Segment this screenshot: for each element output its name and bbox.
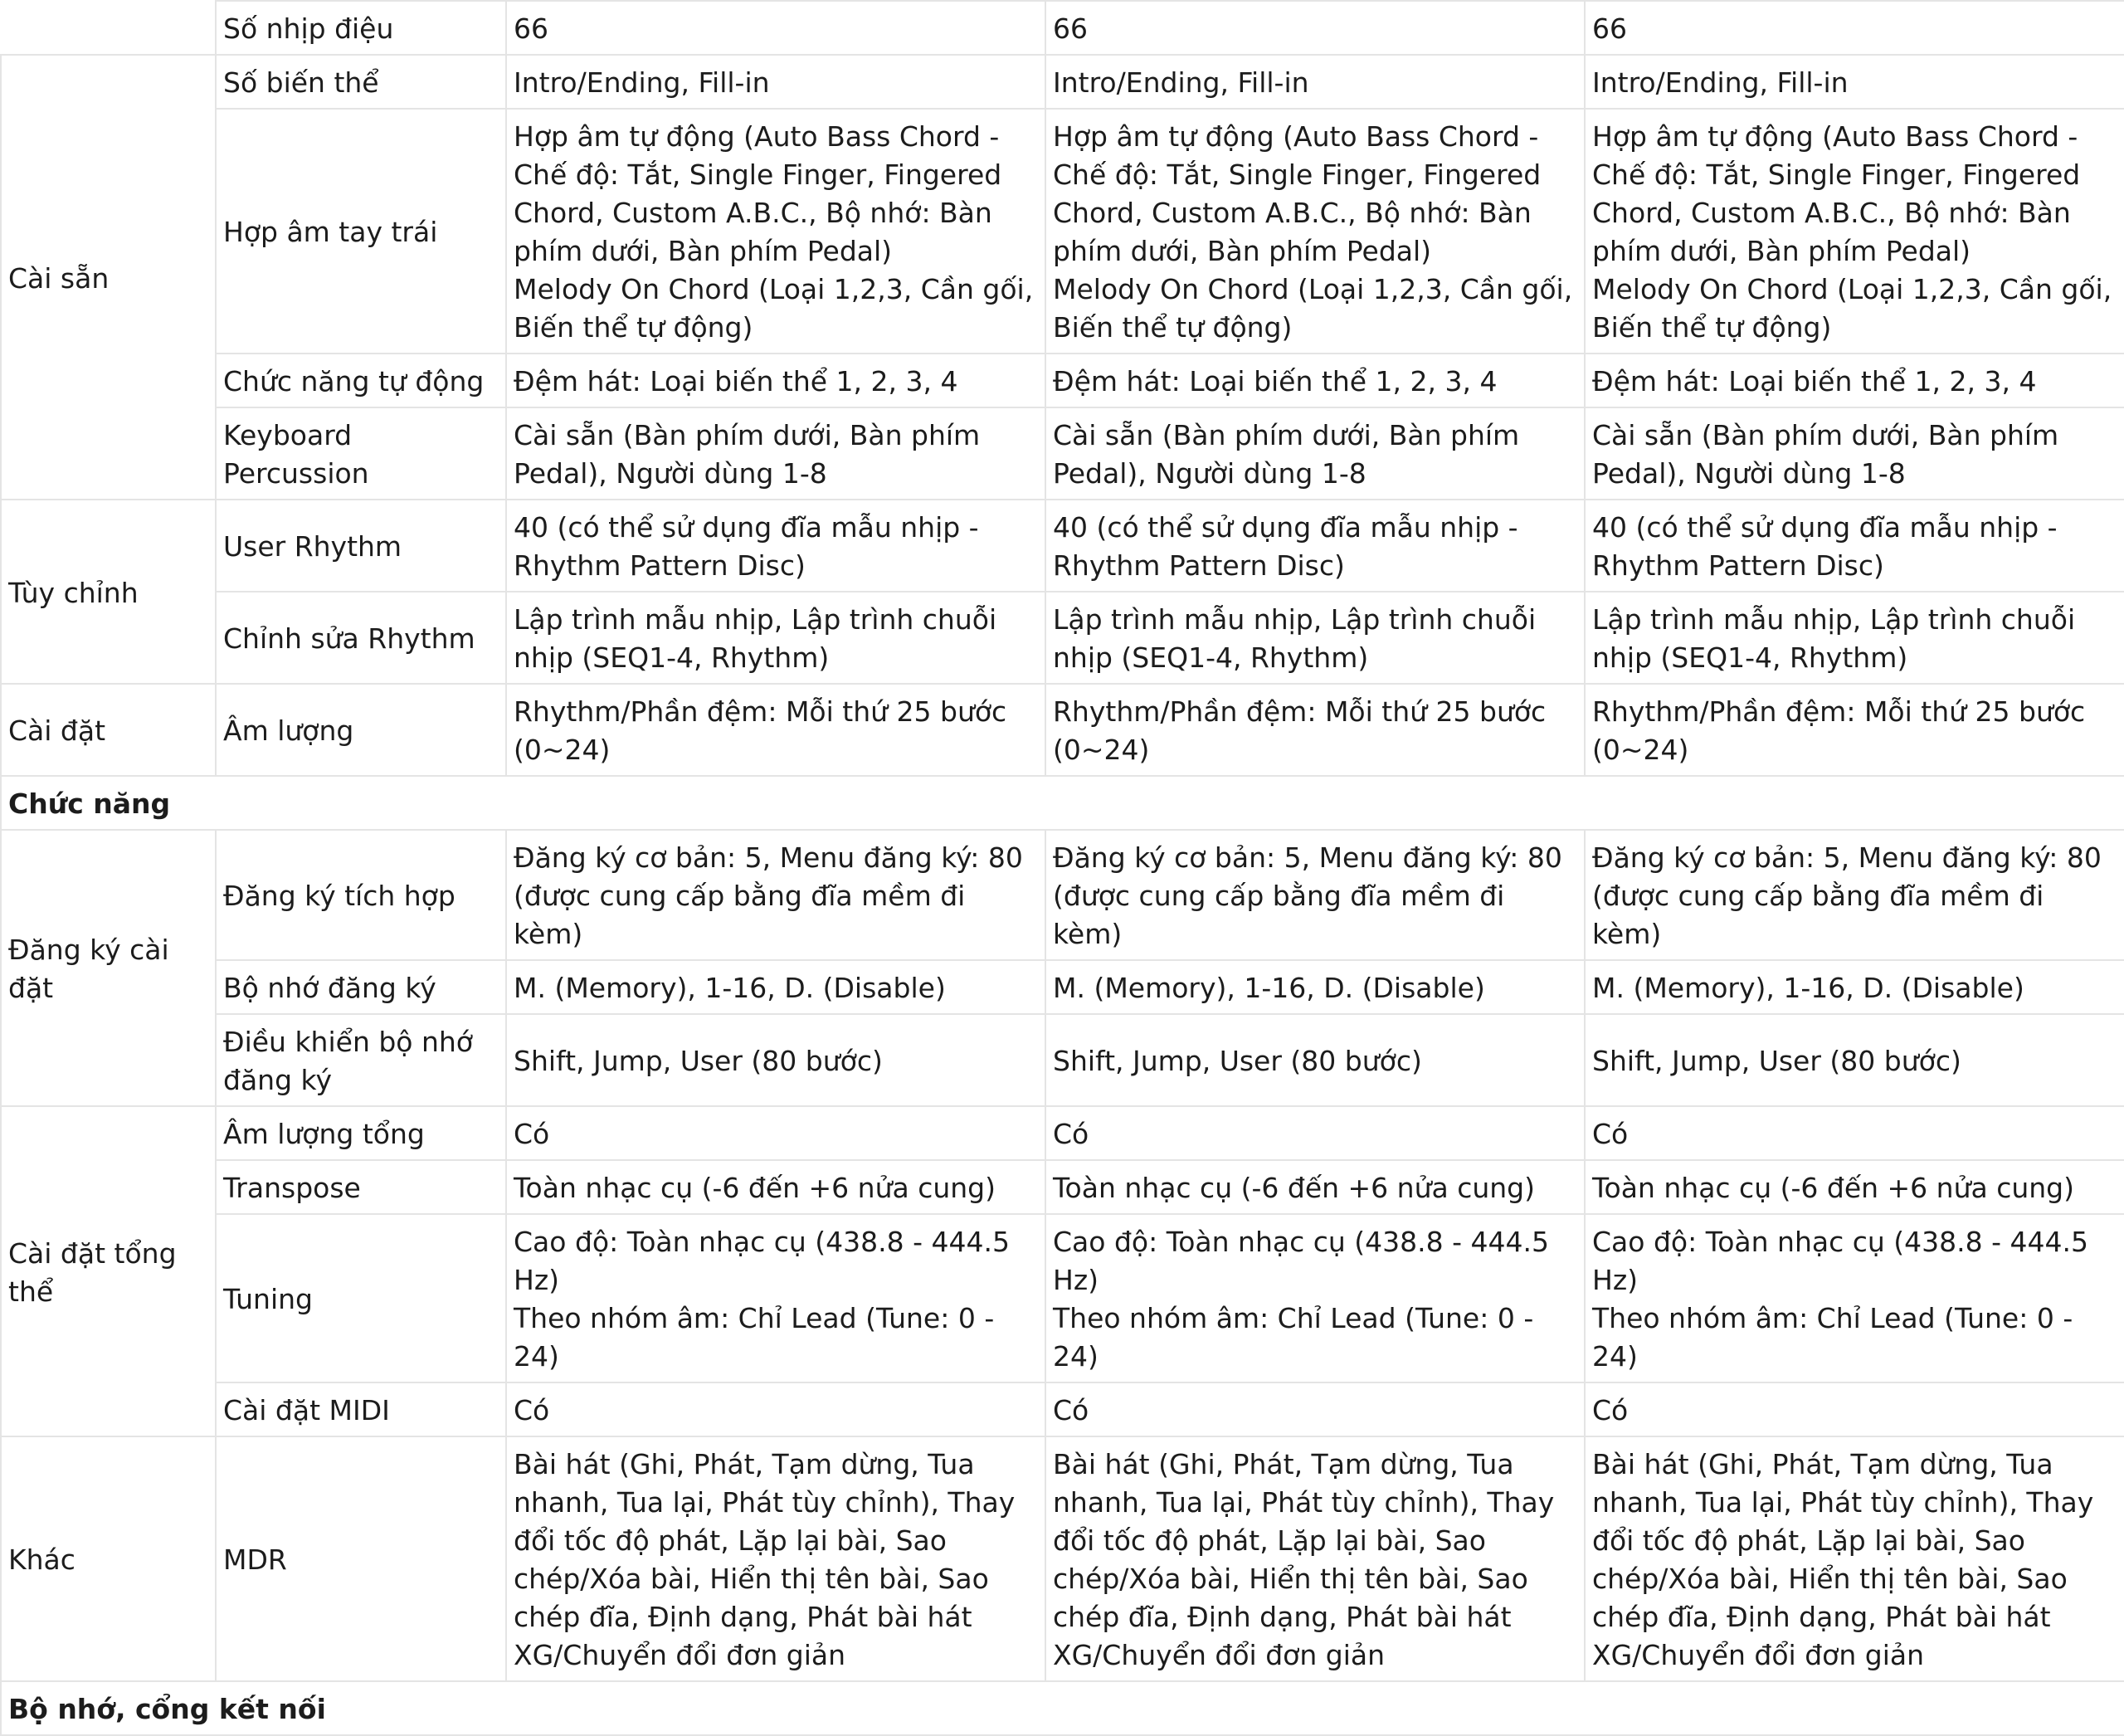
value-cell: Intro/Ending, Fill-in <box>1045 55 1585 109</box>
value-cell: 66 <box>1585 1 2124 55</box>
value-cell: Đệm hát: Loại biến thể 1, 2, 3, 4 <box>1585 354 2124 407</box>
value-cell: Intro/Ending, Fill-in <box>506 55 1045 109</box>
value-cell: Có <box>1585 1106 2124 1160</box>
value-cell: Toàn nhạc cụ (-6 đến +6 nửa cung) <box>506 1160 1045 1214</box>
row-label: Cài đặt MIDI <box>216 1382 506 1436</box>
table-row <box>1 1382 2124 1436</box>
value-cell: M. (Memory), 1-16, D. (Disable) <box>1585 960 2124 1014</box>
value-cell: Có <box>1045 1106 1585 1160</box>
value-cell: M. (Memory), 1-16, D. (Disable) <box>1045 960 1585 1014</box>
row-label: Keyboard Percussion <box>216 407 506 500</box>
value-cell: Toàn nhạc cụ (-6 đến +6 nửa cung) <box>1585 1160 2124 1214</box>
value-cell: Shift, Jump, User (80 bước) <box>1045 1014 1585 1106</box>
row-label: MDR <box>216 1436 506 1681</box>
table-row <box>1 109 2124 354</box>
value-cell: Rhythm/Phần đệm: Mỗi thứ 25 bước (0~24) <box>1585 684 2124 776</box>
row-label: Âm lượng tổng <box>216 1106 506 1160</box>
row-label: Bộ nhớ đăng ký <box>216 960 506 1014</box>
row-label: Số nhịp điệu <box>216 1 506 55</box>
group-label-settings: Cài đặt <box>1 684 216 776</box>
value-cell: Bài hát (Ghi, Phát, Tạm dừng, Tua nhanh, Tua lại, Phát tùy chỉnh), Thay đổi tốc độ phát, Lặp lại bài, Sao chép/Xóa bài, Hiển thị tên bài, Sao chép đĩa, Định dạng, Phát bài hát XG/Chuyển đổi đơn giản <box>1585 1436 2124 1681</box>
value-cell: Đệm hát: Loại biến thể 1, 2, 3, 4 <box>506 354 1045 407</box>
table-row <box>1 55 2124 109</box>
section-row <box>1 1681 2124 1735</box>
group-label-registration: Đăng ký cài đặt <box>1 830 216 1106</box>
value-cell: Lập trình mẫu nhịp, Lập trình chuỗi nhịp (SEQ1-4, Rhythm) <box>1045 592 1585 684</box>
value-cell: Shift, Jump, User (80 bước) <box>1585 1014 2124 1106</box>
value-cell: Cao độ: Toàn nhạc cụ (438.8 - 444.5 Hz) Theo nhóm âm: Chỉ Lead (Tune: 0 - 24) <box>1585 1214 2124 1382</box>
value-cell: 66 <box>1045 1 1585 55</box>
table-row <box>1 500 2124 592</box>
table-row <box>1 592 2124 684</box>
value-cell: Rhythm/Phần đệm: Mỗi thứ 25 bước (0~24) <box>506 684 1045 776</box>
value-cell: Đăng ký cơ bản: 5, Menu đăng ký: 80 (được cung cấp bằng đĩa mềm đi kèm) <box>506 830 1045 960</box>
value-cell: 40 (có thể sử dụng đĩa mẫu nhịp - Rhythm Pattern Disc) <box>1045 500 1585 592</box>
group-label-general: Cài đặt tổng thể <box>1 1106 216 1436</box>
section-row <box>1 776 2124 830</box>
value-cell: Đăng ký cơ bản: 5, Menu đăng ký: 80 (được cung cấp bằng đĩa mềm đi kèm) <box>1045 830 1585 960</box>
row-label: Đăng ký tích hợp <box>216 830 506 960</box>
row-label: Hợp âm tay trái <box>216 109 506 354</box>
value-cell: Hợp âm tự động (Auto Bass Chord - Chế độ: Tắt, Single Finger, Fingered Chord, Custom A.B.C., Bộ nhớ: Bàn phím dưới, Bàn phím Pedal) Melody On Chord (Loại 1,2,3, Cần gối, Biến thể tự động) <box>1045 109 1585 354</box>
value-cell: Hợp âm tự động (Auto Bass Chord - Chế độ: Tắt, Single Finger, Fingered Chord, Custom A.B.C., Bộ nhớ: Bàn phím dưới, Bàn phím Pedal) Melody On Chord (Loại 1,2,3, Cần gối, Biến thể tự động) <box>506 109 1045 354</box>
table-row <box>1 1106 2124 1160</box>
value-cell: Toàn nhạc cụ (-6 đến +6 nửa cung) <box>1045 1160 1585 1214</box>
table-row <box>1 830 2124 960</box>
table-row <box>1 1436 2124 1681</box>
value-cell: Bài hát (Ghi, Phát, Tạm dừng, Tua nhanh, Tua lại, Phát tùy chỉnh), Thay đổi tốc độ phát, Lặp lại bài, Sao chép/Xóa bài, Hiển thị tên bài, Sao chép đĩa, Định dạng, Phát bài hát XG/Chuyển đổi đơn giản <box>1045 1436 1585 1681</box>
group-label-preset: Cài sẵn <box>1 55 216 500</box>
value-cell: Hợp âm tự động (Auto Bass Chord - Chế độ: Tắt, Single Finger, Fingered Chord, Custom A.B.C., Bộ nhớ: Bàn phím dưới, Bàn phím Pedal) Melody On Chord (Loại 1,2,3, Cần gối, Biến thể tự động) <box>1585 109 2124 354</box>
value-cell: Rhythm/Phần đệm: Mỗi thứ 25 bước (0~24) <box>1045 684 1585 776</box>
value-cell: Shift, Jump, User (80 bước) <box>506 1014 1045 1106</box>
section-heading-memory: Bộ nhớ, cổng kết nối <box>1 1681 2124 1735</box>
value-cell: 40 (có thể sử dụng đĩa mẫu nhịp - Rhythm Pattern Disc) <box>1585 500 2124 592</box>
value-cell: Cao độ: Toàn nhạc cụ (438.8 - 444.5 Hz) Theo nhóm âm: Chỉ Lead (Tune: 0 - 24) <box>1045 1214 1585 1382</box>
group-label-custom: Tùy chỉnh <box>1 500 216 684</box>
value-cell: Có <box>1585 1382 2124 1436</box>
row-label: Âm lượng <box>216 684 506 776</box>
value-cell: Cài sẵn (Bàn phím dưới, Bàn phím Pedal), Người dùng 1-8 <box>1045 407 1585 500</box>
table-row <box>1 1014 2124 1106</box>
row-label: Chỉnh sửa Rhythm <box>216 592 506 684</box>
value-cell: Cao độ: Toàn nhạc cụ (438.8 - 444.5 Hz) Theo nhóm âm: Chỉ Lead (Tune: 0 - 24) <box>506 1214 1045 1382</box>
value-cell: Lập trình mẫu nhịp, Lập trình chuỗi nhịp (SEQ1-4, Rhythm) <box>1585 592 2124 684</box>
row-label: Chức năng tự động <box>216 354 506 407</box>
value-cell: Cài sẵn (Bàn phím dưới, Bàn phím Pedal), Người dùng 1-8 <box>506 407 1045 500</box>
value-cell: Bài hát (Ghi, Phát, Tạm dừng, Tua nhanh, Tua lại, Phát tùy chỉnh), Thay đổi tốc độ phát, Lặp lại bài, Sao chép/Xóa bài, Hiển thị tên bài, Sao chép đĩa, Định dạng, Phát bài hát XG/Chuyển đổi đơn giản <box>506 1436 1045 1681</box>
value-cell: Đăng ký cơ bản: 5, Menu đăng ký: 80 (được cung cấp bằng đĩa mềm đi kèm) <box>1585 830 2124 960</box>
value-cell: 40 (có thể sử dụng đĩa mẫu nhịp - Rhythm Pattern Disc) <box>506 500 1045 592</box>
row-label: Số biến thể <box>216 55 506 109</box>
value-cell: Lập trình mẫu nhịp, Lập trình chuỗi nhịp (SEQ1-4, Rhythm) <box>506 592 1045 684</box>
table-row <box>1 407 2124 500</box>
table-row <box>1 1160 2124 1214</box>
row-label: Điều khiển bộ nhớ đăng ký <box>216 1014 506 1106</box>
section-heading-functions: Chức năng <box>1 776 2124 830</box>
table-row <box>1 684 2124 776</box>
value-cell: 66 <box>506 1 1045 55</box>
table-row <box>1 1214 2124 1382</box>
value-cell: Có <box>506 1106 1045 1160</box>
group-label-other: Khác <box>1 1436 216 1681</box>
empty-cell <box>1 1 216 55</box>
table-row <box>1 960 2124 1014</box>
value-cell: Có <box>506 1382 1045 1436</box>
value-cell: Có <box>1045 1382 1585 1436</box>
table-row <box>1 1 2124 55</box>
row-label: User Rhythm <box>216 500 506 592</box>
row-label: Transpose <box>216 1160 506 1214</box>
value-cell: M. (Memory), 1-16, D. (Disable) <box>506 960 1045 1014</box>
value-cell: Đệm hát: Loại biến thể 1, 2, 3, 4 <box>1045 354 1585 407</box>
value-cell: Cài sẵn (Bàn phím dưới, Bàn phím Pedal), Người dùng 1-8 <box>1585 407 2124 500</box>
value-cell: Intro/Ending, Fill-in <box>1585 55 2124 109</box>
row-label: Tuning <box>216 1214 506 1382</box>
table-row <box>1 354 2124 407</box>
